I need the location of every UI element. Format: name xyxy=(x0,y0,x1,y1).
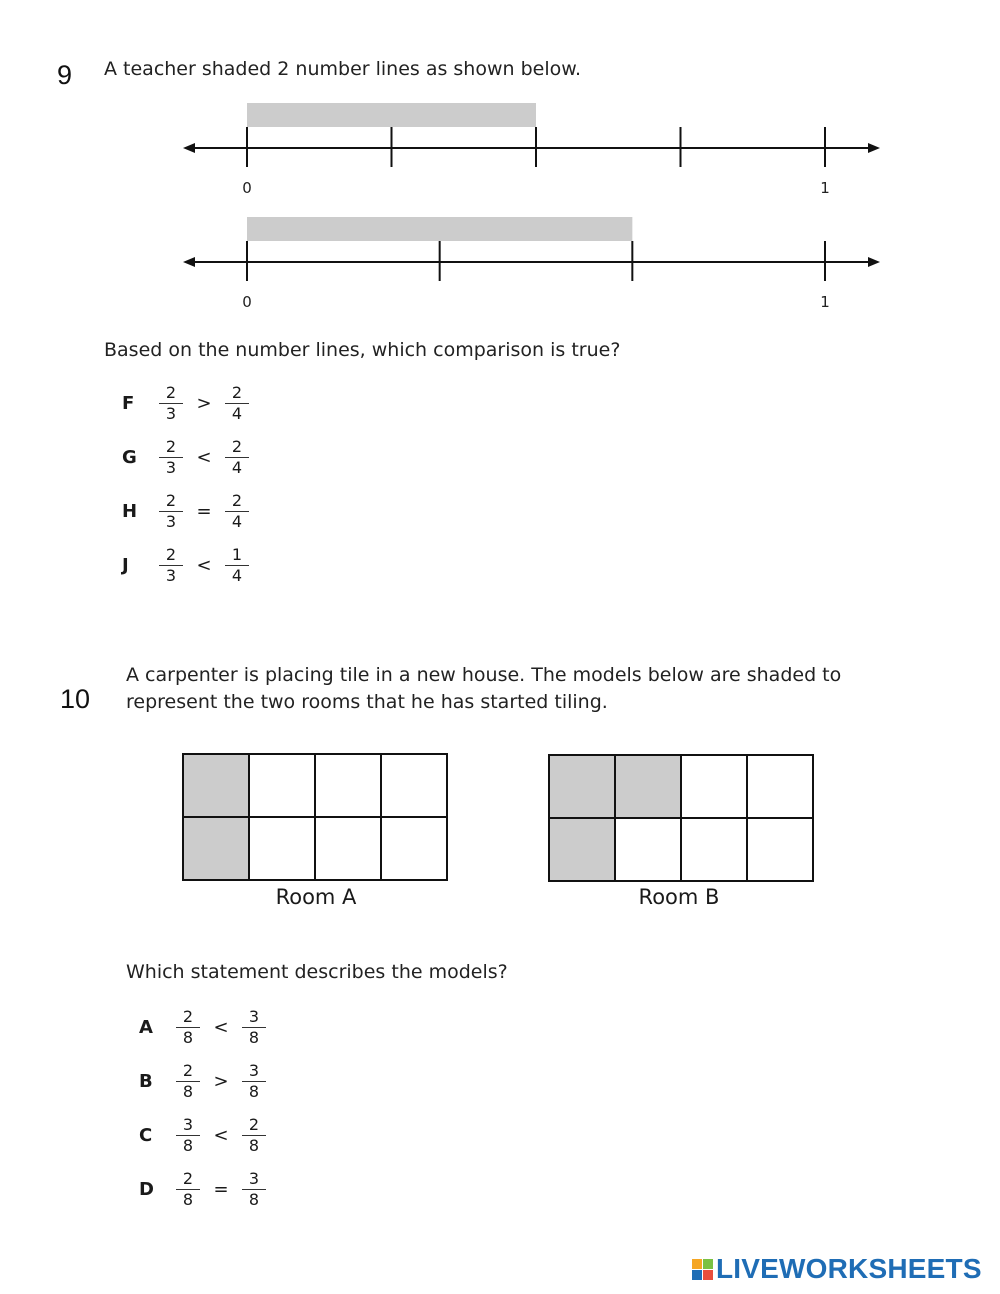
number-line-end-label: 1 xyxy=(820,179,830,197)
right-denominator: 8 xyxy=(248,1135,260,1155)
left-fraction xyxy=(158,492,184,531)
right-numerator: 1 xyxy=(231,544,243,564)
left-numerator: 2 xyxy=(165,436,177,456)
right-numerator: 2 xyxy=(231,490,243,510)
arrow-right-icon xyxy=(868,143,880,153)
question-9-question: Based on the number lines, which comparison is true? xyxy=(104,339,621,361)
choice-letter: H xyxy=(122,500,138,522)
left-fraction xyxy=(175,1062,201,1101)
room-a-tile xyxy=(249,754,315,817)
right-denominator: 4 xyxy=(231,457,243,477)
arrow-left-icon xyxy=(183,143,195,153)
right-denominator: 4 xyxy=(231,565,243,585)
left-denominator: 8 xyxy=(182,1027,194,1047)
right-numerator: 3 xyxy=(248,1168,260,1188)
number-line-start-label: 0 xyxy=(242,293,252,311)
number-line-end-label: 1 xyxy=(820,293,830,311)
choice-j[interactable] xyxy=(122,543,250,587)
room-b-tile xyxy=(615,755,681,818)
right-fraction xyxy=(224,492,250,531)
choice-c[interactable] xyxy=(139,1113,267,1157)
room-a-tile xyxy=(381,754,447,817)
left-denominator: 3 xyxy=(165,565,177,585)
left-denominator: 8 xyxy=(182,1189,194,1209)
choice-letter: C xyxy=(139,1124,153,1146)
right-fraction xyxy=(224,384,250,423)
comparison-operator: < xyxy=(213,1124,229,1146)
comparison-operator: = xyxy=(196,500,212,522)
room-b-tile xyxy=(549,755,615,818)
choice-b[interactable] xyxy=(139,1059,267,1103)
right-denominator: 4 xyxy=(231,403,243,423)
comparison-operator: > xyxy=(213,1070,229,1092)
right-fraction xyxy=(241,1116,267,1155)
choice-letter: F xyxy=(122,392,135,414)
room-b-tile xyxy=(615,818,681,881)
room-a-tile xyxy=(315,817,381,880)
comparison-operator: < xyxy=(196,554,212,576)
room-b-tile xyxy=(549,818,615,881)
left-fraction xyxy=(175,1008,201,1047)
right-numerator: 2 xyxy=(231,382,243,402)
right-numerator: 2 xyxy=(248,1114,260,1134)
left-denominator: 8 xyxy=(182,1081,194,1101)
left-fraction xyxy=(158,384,184,423)
left-numerator: 2 xyxy=(182,1006,194,1026)
room-models-figure xyxy=(0,740,1000,890)
left-denominator: 3 xyxy=(165,403,177,423)
left-numerator: 2 xyxy=(165,544,177,564)
choice-letter: J xyxy=(122,554,129,576)
right-denominator: 4 xyxy=(231,511,243,531)
logo-mark-icon xyxy=(692,1259,713,1280)
room-a-tile xyxy=(183,817,249,880)
number-line-1-shading xyxy=(247,103,536,127)
right-numerator: 3 xyxy=(248,1006,260,1026)
number-lines-figure xyxy=(0,0,1000,330)
room-b-tile xyxy=(681,818,747,881)
liveworksheets-logo xyxy=(692,1253,982,1285)
room-b-tile xyxy=(747,818,813,881)
room-b-label: Room B xyxy=(638,885,720,909)
question-10-prompt-line2: represent the two rooms that he has started tiling. xyxy=(126,691,608,713)
left-denominator: 3 xyxy=(165,457,177,477)
comparison-operator: > xyxy=(196,392,212,414)
left-numerator: 2 xyxy=(182,1168,194,1188)
right-fraction xyxy=(224,438,250,477)
right-fraction xyxy=(224,546,250,585)
right-fraction xyxy=(241,1008,267,1047)
choice-a[interactable] xyxy=(139,1005,267,1049)
question-9-prompt: A teacher shaded 2 number lines as shown below. xyxy=(104,58,582,80)
right-denominator: 8 xyxy=(248,1081,260,1101)
left-numerator: 3 xyxy=(182,1114,194,1134)
choice-letter: B xyxy=(139,1070,153,1092)
room-b-tile xyxy=(747,755,813,818)
room-a-label: Room A xyxy=(275,885,357,909)
right-denominator: 8 xyxy=(248,1189,260,1209)
logo-text: LIVEWORKSHEETS xyxy=(716,1253,982,1284)
right-fraction xyxy=(241,1170,267,1209)
right-numerator: 3 xyxy=(248,1060,260,1080)
question-10-number: 10 xyxy=(60,684,91,714)
left-fraction xyxy=(175,1170,201,1209)
choice-letter: D xyxy=(139,1178,154,1200)
choice-d[interactable] xyxy=(139,1167,267,1211)
choice-h[interactable] xyxy=(122,489,250,533)
comparison-operator: < xyxy=(213,1016,229,1038)
right-numerator: 2 xyxy=(231,436,243,456)
question-9-number: 9 xyxy=(57,60,73,90)
number-line-2-shading xyxy=(247,217,632,241)
arrow-right-icon xyxy=(868,257,880,267)
question-10-question: Which statement describes the models? xyxy=(126,961,508,983)
room-a-tile xyxy=(315,754,381,817)
arrow-left-icon xyxy=(183,257,195,267)
comparison-operator: < xyxy=(196,446,212,468)
comparison-operator: = xyxy=(213,1178,229,1200)
left-denominator: 8 xyxy=(182,1135,194,1155)
room-a-tile xyxy=(381,817,447,880)
question-10-prompt-line1: A carpenter is placing tile in a new house. The models below are shaded to xyxy=(126,664,842,686)
choice-g[interactable] xyxy=(122,435,250,479)
left-fraction xyxy=(158,438,184,477)
room-a-tile xyxy=(249,817,315,880)
room-a-tile xyxy=(183,754,249,817)
left-fraction xyxy=(175,1116,201,1155)
right-denominator: 8 xyxy=(248,1027,260,1047)
left-numerator: 2 xyxy=(165,382,177,402)
left-denominator: 3 xyxy=(165,511,177,531)
choice-letter: G xyxy=(122,446,137,468)
room-b-tile xyxy=(681,755,747,818)
choice-f[interactable] xyxy=(122,381,250,425)
left-numerator: 2 xyxy=(165,490,177,510)
left-numerator: 2 xyxy=(182,1060,194,1080)
right-fraction xyxy=(241,1062,267,1101)
choice-letter: A xyxy=(139,1016,153,1038)
number-line-start-label: 0 xyxy=(242,179,252,197)
left-fraction xyxy=(158,546,184,585)
